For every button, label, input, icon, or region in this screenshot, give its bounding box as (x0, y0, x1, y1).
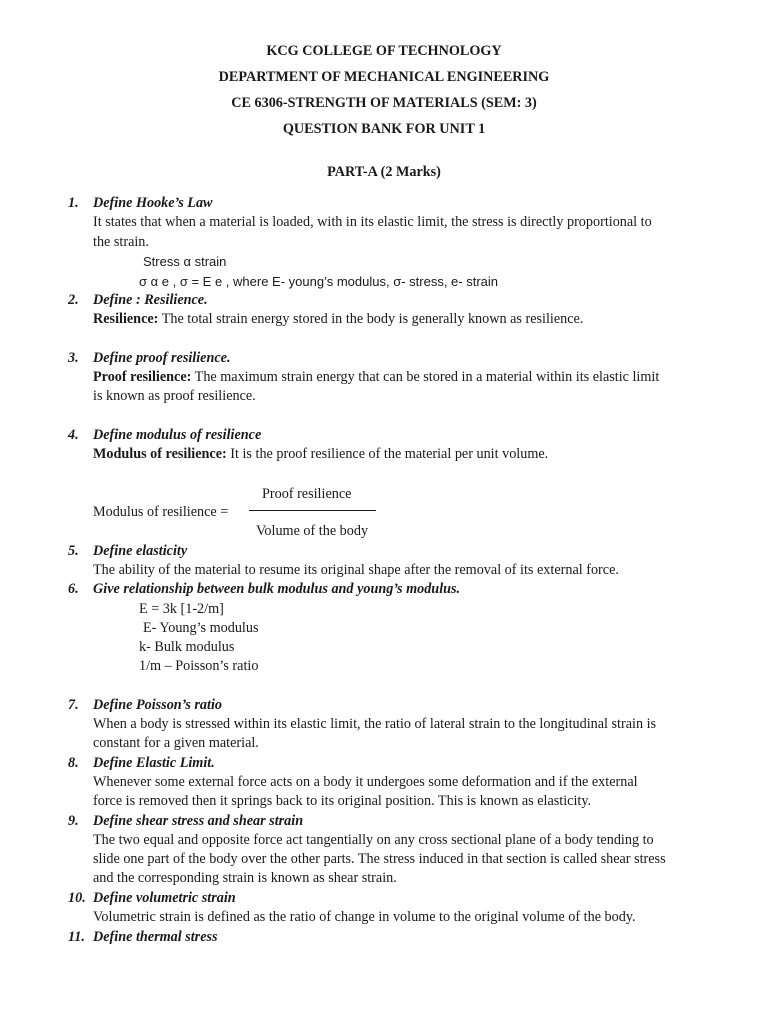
question-number: 7. (68, 697, 79, 713)
question-number: 9. (68, 813, 79, 829)
department-name: DEPARTMENT OF MECHANICAL ENGINEERING (218, 69, 550, 85)
answer-text: It states that when a material is loaded, with in its elastic limit, the stress is directly proportional to (93, 214, 652, 230)
question-heading: Define shear stress and shear strain (93, 813, 304, 829)
question-number: 8. (68, 755, 79, 771)
question-heading: Define proof resilience. (93, 350, 231, 366)
answer-text: and the corresponding strain is known as shear strain. (93, 870, 397, 886)
question-heading: Define elasticity (93, 543, 188, 559)
question-number: 11. (68, 929, 85, 945)
question-heading: Define Poisson’s ratio (93, 697, 223, 713)
answer-term: Modulus of resilience: (93, 446, 227, 462)
part-heading: PART-A (2 Marks) (327, 164, 441, 180)
question-number: 3. (68, 350, 79, 366)
answer-text: When a body is stressed within its elastic limit, the ratio of lateral strain to the longitudinal strain is (93, 716, 657, 732)
college-name: KCG COLLEGE OF TECHNOLOGY (266, 43, 502, 59)
question-heading: Define : Resilience. (93, 292, 208, 308)
answer-body: It is the proof resilience of the material per unit volume. (226, 446, 549, 462)
answer-text: The two equal and opposite force act tangentially on any cross sectional plane of a body tending to (93, 832, 654, 848)
answer-text: slide one part of the body over the other parts. The stress induced in that section is called shear stress (93, 851, 666, 867)
question-number: 2. (68, 292, 79, 308)
answer-text: Whenever some external force acts on a body it undergoes some deformation and if the external (93, 774, 638, 790)
question-heading: Define Hooke’s Law (93, 195, 213, 211)
formula-line: σ α e , σ = E e , where E- young’s modulus, σ- stress, e- strain (139, 274, 499, 289)
fraction-numerator: Proof resilience (262, 486, 352, 502)
question-number: 1. (68, 195, 79, 211)
formula-line: E = 3k [1-2/m] (139, 601, 224, 617)
question-heading: Give relationship between bulk modulus and young’s modulus. (93, 581, 461, 597)
answer-text: constant for a given material. (93, 735, 259, 751)
answer-text (93, 368, 659, 387)
answer-text: is known as proof resilience. (93, 388, 256, 404)
fraction-bar (249, 510, 376, 511)
course-title: CE 6306-STRENGTH OF MATERIALS (SEM: 3) (231, 95, 537, 111)
answer-body: The total strain energy stored in the body is generally known as resilience. (158, 311, 584, 327)
answer-text: The ability of the material to resume its original shape after the removal of its external force. (93, 562, 619, 578)
answer-text (93, 310, 583, 329)
formula-definition: 1/m – Poisson’s ratio (139, 658, 259, 674)
question-heading: Define volumetric strain (93, 890, 236, 906)
question-number: 4. (68, 427, 79, 443)
formula-definition: E- Young’s modulus (143, 620, 259, 636)
answer-term: Resilience: (93, 311, 159, 327)
answer-text: Volumetric strain is defined as the ratio of change in volume to the original volume of the body. (93, 909, 636, 925)
question-heading: Define Elastic Limit. (93, 755, 215, 771)
question-number: 6. (68, 581, 79, 597)
answer-text (93, 445, 548, 464)
question-number: 5. (68, 543, 79, 559)
question-number: 10. (68, 890, 86, 906)
answer-text: force is removed then it springs back to its original position. This is known as elasticity. (93, 793, 592, 809)
question-heading: Define modulus of resilience (93, 427, 262, 443)
question-bank-title: QUESTION BANK FOR UNIT 1 (282, 121, 486, 137)
answer-body: The maximum strain energy that can be stored in a material within its elastic limit (191, 369, 660, 385)
formula-definition: k- Bulk modulus (139, 639, 235, 655)
answer-term: Proof resilience: (93, 369, 192, 385)
fraction-lhs: Modulus of resilience = (93, 504, 229, 520)
question-heading: Define thermal stress (93, 929, 218, 945)
answer-text: the strain. (93, 234, 149, 250)
formula-line: Stress α strain (143, 254, 227, 269)
fraction-denominator: Volume of the body (256, 523, 369, 539)
